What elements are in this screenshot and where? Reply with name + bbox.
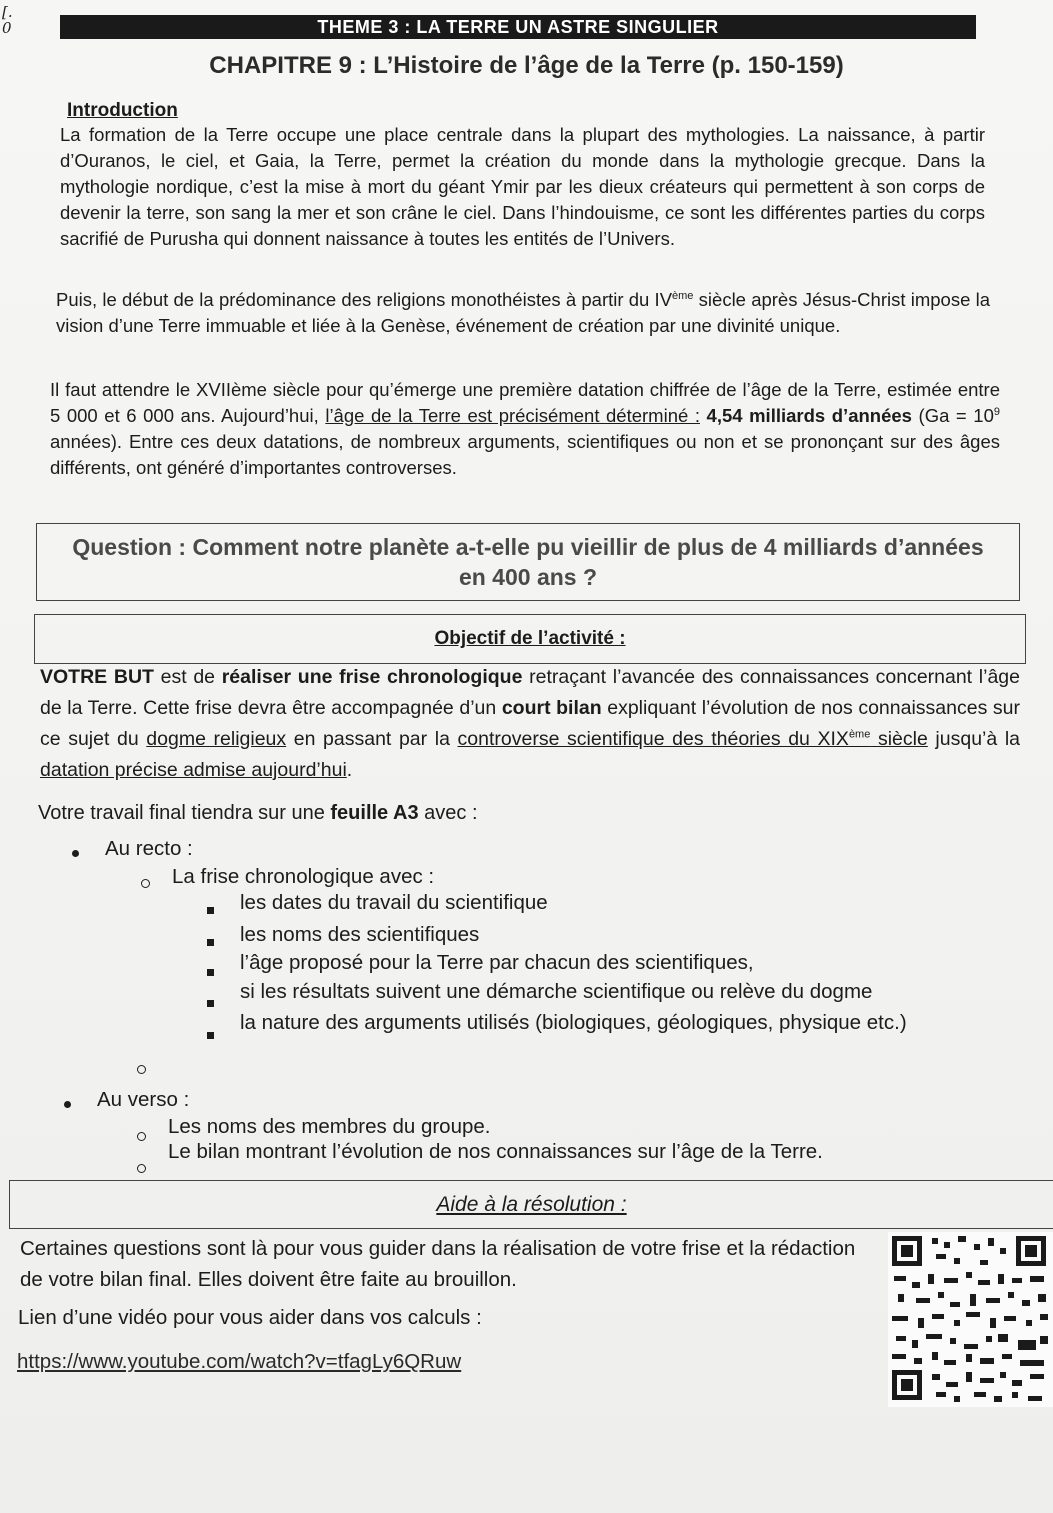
question-text: Question : Comment notre planète a-t-elle pu vieillir de plus de 4 milliards d’années en 400 ans ?: [72, 534, 984, 590]
verso-detail-item: Les noms des membres du groupe.: [168, 1115, 491, 1138]
chapter-title: CHAPITRE 9 : L’Histoire de l’âge de la Terre (p. 150-159): [209, 52, 844, 79]
final-work-label: [38, 802, 478, 825]
qr-code-graphic: [888, 1232, 1053, 1407]
text-span: siècle après Jésus-Christ impose la vision d’une Terre immuable et liée à la Genèse, événement de création par une divinité unique.: [56, 289, 990, 336]
corner-mark: [. 0: [2, 3, 13, 37]
text-span: Votre travail final tiendra sur une: [38, 802, 331, 824]
intro-paragraph-3: [50, 377, 1000, 481]
text-span: est de: [153, 666, 222, 688]
bold-text: 4,54 milliards d’années: [699, 405, 912, 426]
bullet-square-icon: [207, 1000, 214, 1007]
underlined-text: [458, 728, 928, 750]
aide-heading-box: [9, 1180, 1053, 1229]
bold-text: réaliser une frise chronologique: [221, 666, 523, 688]
objectif-heading-box: [34, 614, 1026, 664]
frise-detail-item: l’âge proposé pour la Terre par chacun des scientifiques,: [240, 951, 754, 974]
introduction-heading: Introduction: [67, 100, 178, 121]
frise-detail-item: si les résultats suivent une démarche scientifique ou relève du dogme: [240, 980, 873, 1003]
bullet-circle-icon: [141, 879, 150, 888]
theme-header: THEME 3 : LA TERRE UN ASTRE SINGULIER: [60, 15, 976, 39]
bullet-circle-icon: [137, 1164, 146, 1173]
aide-heading: Aide à la résolution :: [436, 1192, 627, 1216]
bullet-circle-icon: [137, 1065, 146, 1074]
recto-item: Au recto :: [105, 837, 193, 860]
qr-code-icon: [888, 1232, 1053, 1407]
underlined-text: datation précise admise aujourd’hui: [40, 759, 347, 781]
bullet-circle-icon: [137, 1132, 146, 1141]
text-span: Il faut attendre le XVIIème siècle pour qu’émerge une première datation chiffrée de l’âge de la Terre, estimée entre 5 000 et 6 000 ans. Aujourd’hui,: [50, 379, 1000, 426]
text-span: siècle: [870, 728, 928, 750]
objectif-heading: Objectif de l’activité :: [434, 628, 626, 649]
bullet-square-icon: [207, 939, 214, 946]
aide-paragraph: Certaines questions sont là pour vous guider dans la réalisation de votre frise et la rédaction de votre bilan final. Elles doivent être faite au brouillon.: [20, 1237, 856, 1291]
frise-item: La frise chronologique avec :: [172, 865, 435, 888]
video-link-label: Lien d’une vidéo pour vous aider dans vos calculs :: [18, 1306, 482, 1329]
verso-detail-item: Le bilan montrant l’évolution de nos connaissances sur l’âge de la Terre.: [168, 1140, 823, 1163]
bullet-dot-icon: [72, 850, 79, 857]
text-span: Puis, le début de la prédominance des religions monothéistes à partir du IV: [56, 289, 673, 310]
frise-detail-item: les noms des scientifiques: [240, 923, 480, 946]
bold-text: feuille A3: [330, 802, 419, 824]
text-span: (Ga = 10: [911, 405, 994, 426]
text-span: retraçant l’avancée des connaissances concernant l’âge de la Terre. Cette frise devra être accompagnée d’un: [40, 666, 1020, 719]
bold-text: VOTRE BUT: [40, 666, 154, 688]
superscript: ème: [672, 289, 694, 302]
bullet-dot-icon: [64, 1101, 71, 1108]
text-span: années). Entre ces deux datations, de nombreux arguments, scientifiques ou non et se prononçant sur des âges différents, ont généré d’importantes controverses.: [50, 431, 1000, 478]
objectif-paragraph: [40, 662, 1020, 786]
intro-paragraph-2: [56, 287, 990, 339]
text-span: .: [346, 759, 353, 781]
frise-detail-item: la nature des arguments utilisés (biologiques, géologiques, physique etc.): [240, 1011, 907, 1034]
bold-text: court bilan: [501, 697, 602, 719]
bullet-square-icon: [207, 969, 214, 976]
superscript: ème: [848, 728, 871, 741]
text-span: expliquant l’évolution de nos connaissances sur ce sujet du: [40, 697, 1020, 750]
frise-detail-item: les dates du travail du scientifique: [240, 891, 548, 914]
intro-paragraph-1: La formation de la Terre occupe une place centrale dans la plupart des mythologies. La naissance, à partir d’Ouranos, le ciel, et Gaia, la Terre, permet la création du monde dans la mythologie grecque. Dans la mythologie nordique, c’est la mise à mort du géant Ymir par les dieux créateurs qui permettent à son corps de devenir la terre, son sang la mer et son crâne le ciel. Dans l’hindouisme, ce sont les différentes parties du corps sacrifié de Purusha qui donnent naissance à toutes les entités de l’Univers.: [60, 124, 985, 249]
superscript: 9: [993, 405, 1000, 418]
underlined-text: dogme religieux: [146, 728, 287, 750]
bullet-square-icon: [207, 907, 214, 914]
text-span: controverse scientifique des théories du XIX: [457, 728, 849, 750]
text-span: en passant par la: [286, 728, 458, 750]
bullet-square-icon: [207, 1032, 214, 1039]
text-span: jusqu’à la: [927, 728, 1020, 750]
verso-item: Au verso :: [97, 1088, 190, 1111]
question-box: [36, 523, 1020, 601]
video-link[interactable]: https://www.youtube.com/watch?v=tfagLy6QRuw: [17, 1350, 462, 1373]
underlined-text: l’âge de la Terre est précisément déterminé :: [325, 405, 700, 426]
text-span: avec :: [418, 802, 478, 824]
